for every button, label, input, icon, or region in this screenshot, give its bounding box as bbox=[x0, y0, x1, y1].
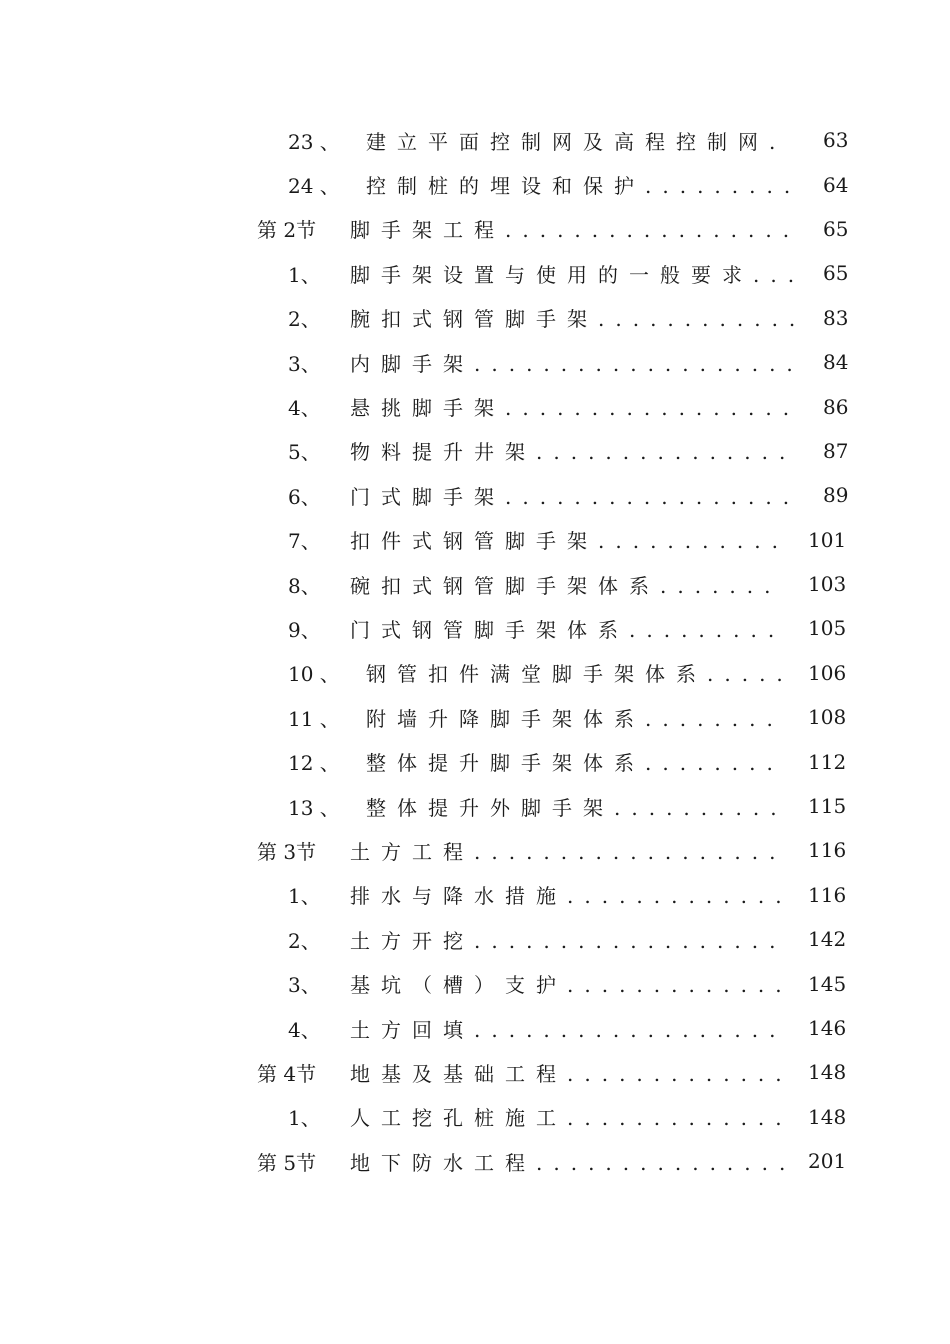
toc-entry[interactable] bbox=[0, 518, 950, 562]
toc-entry[interactable] bbox=[0, 606, 950, 650]
toc-entry[interactable] bbox=[0, 828, 950, 872]
toc-entry-page-number: 148 bbox=[808, 1104, 847, 1129]
toc-entry-number: 2、 bbox=[288, 307, 321, 332]
toc-entry[interactable] bbox=[0, 784, 950, 828]
toc-entry[interactable] bbox=[0, 251, 950, 295]
toc-entry-number: 第 5节 bbox=[257, 1150, 317, 1175]
toc-entry-number: 4、 bbox=[288, 396, 321, 421]
toc-entry[interactable] bbox=[0, 695, 950, 739]
toc-entry-number: 12 、 bbox=[288, 751, 340, 776]
toc-entry-number: 11 、 bbox=[288, 706, 340, 731]
toc-entry[interactable] bbox=[0, 118, 950, 162]
toc-entry-title: 门式钢管脚手架体系......... bbox=[350, 617, 786, 642]
toc-entry[interactable] bbox=[0, 1006, 950, 1050]
toc-entry-title: 建立平面控制网及高程控制网. bbox=[366, 129, 787, 154]
toc-entry-number: 13 、 bbox=[288, 795, 340, 820]
toc-entry[interactable] bbox=[0, 651, 950, 695]
toc-entry-page-number: 101 bbox=[808, 527, 847, 552]
toc-entry-number: 2、 bbox=[288, 928, 321, 953]
toc-entry-page-number: 115 bbox=[808, 794, 847, 819]
toc-entry[interactable] bbox=[0, 917, 950, 961]
toc-entry[interactable] bbox=[0, 207, 950, 251]
toc-entry-page-number: 112 bbox=[808, 749, 847, 774]
toc-entry-page-number: 65 bbox=[823, 261, 849, 286]
toc-entry-number: 第 2节 bbox=[257, 218, 317, 243]
toc-entry-title: 扣件式钢管脚手架........... bbox=[350, 529, 789, 554]
toc-entry[interactable] bbox=[0, 162, 950, 206]
toc-entry-title: 门式脚手架................. bbox=[350, 484, 801, 509]
toc-entry-page-number: 65 bbox=[823, 216, 849, 241]
toc-entry-title: 脚手架工程................. bbox=[350, 218, 801, 243]
toc-entry-title: 钢管扣件满堂脚手架体系..... bbox=[366, 662, 794, 687]
toc-entry-title: 悬挑脚手架................. bbox=[350, 396, 801, 421]
toc-entry-page-number: 64 bbox=[823, 172, 849, 197]
toc-entry-title: 地下防水工程............... bbox=[350, 1150, 797, 1175]
toc-entry-title: 整体提升脚手架体系........ bbox=[366, 751, 784, 776]
toc-entry-number: 10 、 bbox=[288, 662, 340, 687]
toc-entry-page-number: 116 bbox=[808, 882, 847, 907]
toc-entry-title: 碗扣式钢管脚手架体系....... bbox=[350, 573, 782, 598]
toc-entry-page-number: 116 bbox=[808, 838, 847, 863]
toc-entry-number: 6、 bbox=[288, 484, 321, 509]
toc-entry[interactable] bbox=[0, 739, 950, 783]
toc-entry-title: 排水与降水措施............. bbox=[350, 884, 793, 909]
toc-entry[interactable] bbox=[0, 873, 950, 917]
toc-entry-number: 3、 bbox=[288, 973, 321, 998]
toc-entry-page-number: 145 bbox=[808, 971, 847, 996]
toc-entry-title: 土方回填.................. bbox=[350, 1017, 787, 1042]
toc-entry-number: 1、 bbox=[288, 262, 321, 287]
toc-entry-number: 4、 bbox=[288, 1017, 321, 1042]
toc-entry-title: 控制桩的埋设和保护......... bbox=[366, 174, 802, 199]
toc-entry-page-number: 108 bbox=[808, 705, 847, 730]
toc-entry-number: 8、 bbox=[288, 573, 321, 598]
toc-entry-page-number: 105 bbox=[808, 616, 847, 641]
toc-entry-title: 整体提升外脚手架.......... bbox=[366, 795, 788, 820]
toc-entry-page-number: 142 bbox=[808, 927, 847, 952]
toc-entry-page-number: 89 bbox=[823, 483, 849, 508]
toc-entry-title: 物料提升井架............... bbox=[350, 440, 797, 465]
toc-entry[interactable] bbox=[0, 473, 950, 517]
toc-entry[interactable] bbox=[0, 429, 950, 473]
toc-entry[interactable] bbox=[0, 296, 950, 340]
toc-entry-title: 土方开挖.................. bbox=[350, 928, 787, 953]
toc-entry[interactable] bbox=[0, 340, 950, 384]
toc-entry-page-number: 63 bbox=[823, 128, 849, 153]
toc-entry-title: 基坑（槽）支护............. bbox=[350, 973, 793, 998]
toc-entry-number: 1、 bbox=[288, 1106, 321, 1131]
toc-entry[interactable] bbox=[0, 1095, 950, 1139]
toc-entry-number: 第 4节 bbox=[257, 1061, 317, 1086]
toc-entry-number: 24 、 bbox=[288, 174, 340, 199]
table-of-contents bbox=[0, 118, 950, 1183]
toc-entry-title: 腕扣式钢管脚手架............ bbox=[350, 307, 807, 332]
toc-entry-page-number: 84 bbox=[823, 350, 849, 375]
toc-entry-page-number: 146 bbox=[808, 1016, 847, 1040]
toc-entry-number: 第 3节 bbox=[257, 839, 317, 864]
toc-entry-number: 9、 bbox=[288, 617, 321, 642]
toc-entry-number: 23 、 bbox=[288, 129, 340, 154]
toc-entry-page-number: 103 bbox=[808, 572, 847, 597]
toc-entry-title: 内脚手架................... bbox=[350, 351, 804, 376]
toc-entry-page-number: 148 bbox=[808, 1060, 847, 1085]
toc-entry-title: 土方工程.................. bbox=[350, 839, 787, 864]
toc-entry-page-number: 201 bbox=[808, 1149, 847, 1174]
toc-entry-page-number: 83 bbox=[823, 305, 849, 330]
toc-entry-number: 7、 bbox=[288, 529, 321, 554]
toc-entry[interactable] bbox=[0, 384, 950, 428]
toc-entry-page-number: 87 bbox=[823, 438, 849, 463]
toc-entry-number: 3、 bbox=[288, 351, 321, 376]
toc-entry-page-number: 106 bbox=[808, 660, 847, 685]
toc-entry-title: 附墙升降脚手架体系........ bbox=[366, 706, 784, 731]
toc-entry-page-number: 86 bbox=[823, 394, 849, 419]
toc-entry-title: 地基及基础工程............. bbox=[350, 1061, 793, 1086]
toc-entry[interactable] bbox=[0, 562, 950, 606]
toc-entry[interactable] bbox=[0, 1139, 950, 1183]
toc-entry-number: 5、 bbox=[288, 440, 321, 465]
toc-entry[interactable] bbox=[0, 961, 950, 1005]
toc-entry-title: 脚手架设置与使用的一般要求... bbox=[350, 262, 806, 287]
toc-entry-number: 1、 bbox=[288, 884, 321, 909]
toc-entry-title: 人工挖孔桩施工............. bbox=[350, 1106, 793, 1131]
toc-entry[interactable] bbox=[0, 1050, 950, 1094]
